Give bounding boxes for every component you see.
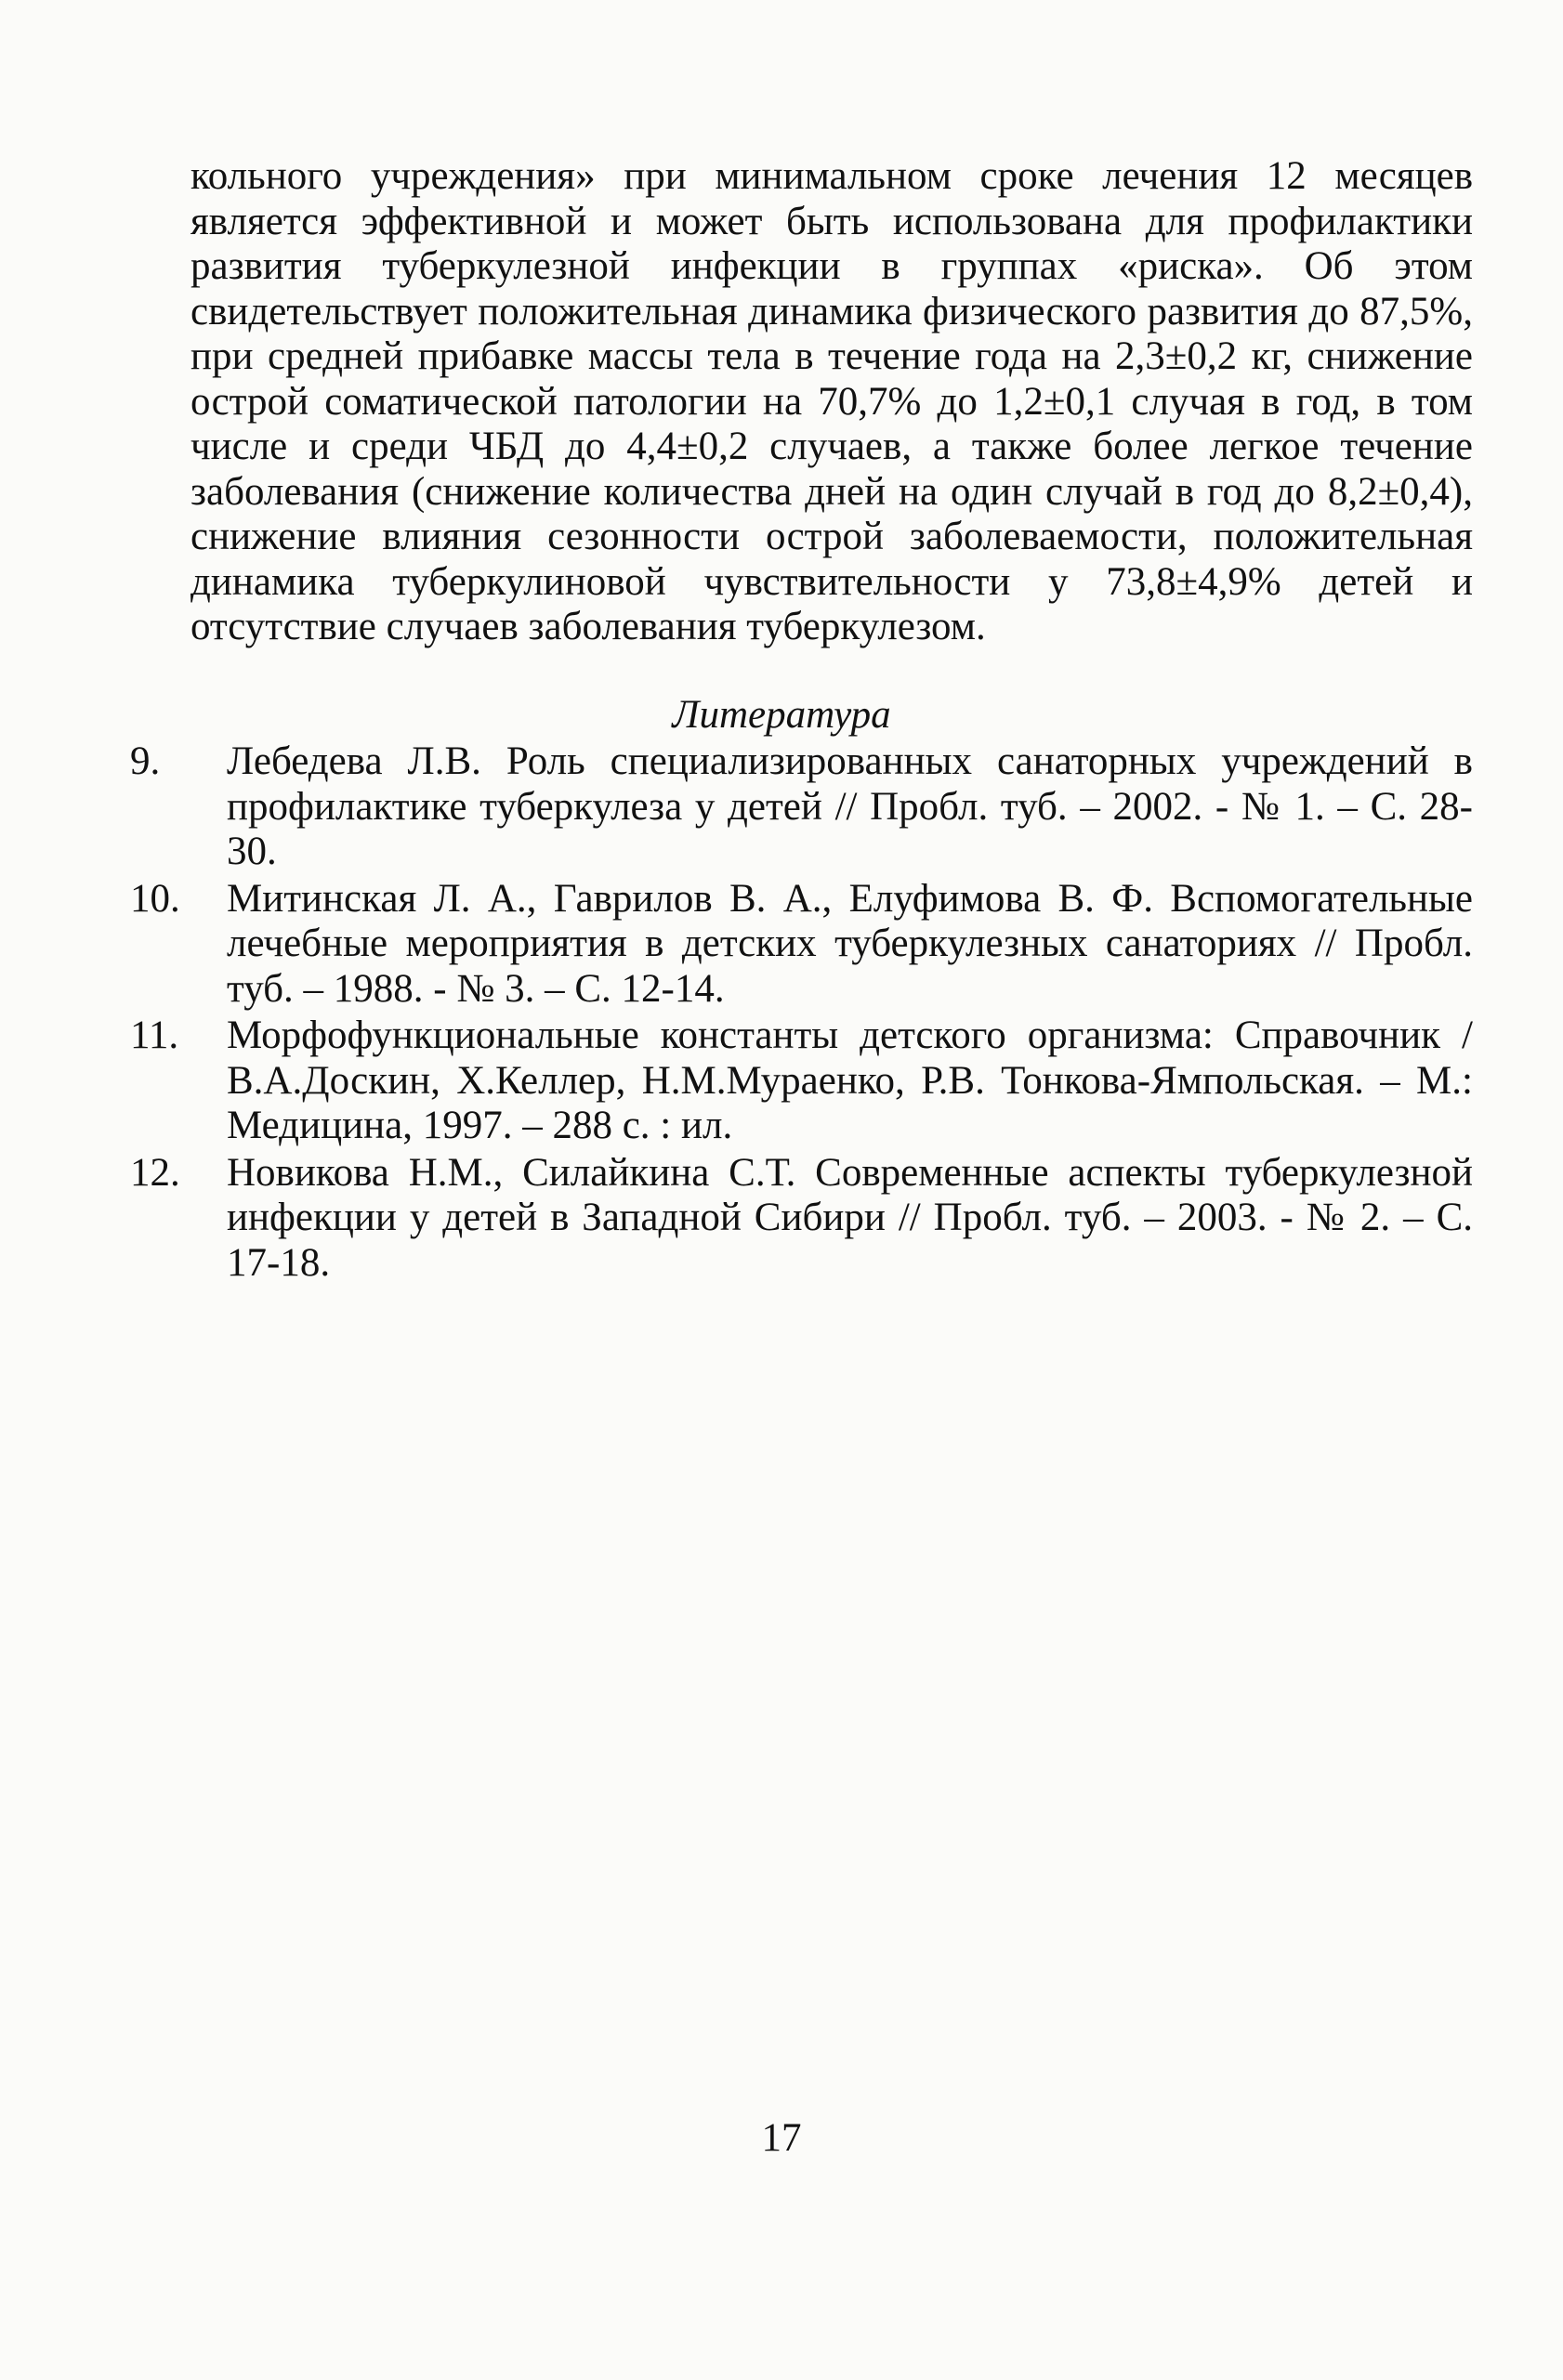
reference-text: Лебедева Л.В. Роль специализированных санаторных учреждений в профилактике туберкулеза у детей // Пробл. туб. – 2002. - № 1. – С. 28-30.: [227, 739, 1473, 873]
body-paragraph: кольного учреждения» при минимальном сроке лечения 12 месяцев является эффективной и может быть использована для профилактики развития туберкулезной инфекции в группах «риска». Об этом свидетельствует положительная динамика физического развития до 87,5%, при средней прибавке массы тела в течение года на 2,3±0,2 кг, снижение острой соматической патологии на 70,7% до 1,2±0,1 случая в год, в том числе и среди ЧБД до 4,4±0,2 случаев, а также более легкое течение заболевания (снижение количества дней на один случай в год до 8,2±0,4), снижение влияния сезонности острой заболеваемости, положительная динамика туберкулиновой чувствительности у 73,8±4,9% детей и отсутствие случаев заболевания туберкулезом.: [190, 154, 1473, 648]
page-number: 17: [761, 2116, 802, 2160]
reference-number: 11.: [130, 1013, 179, 1057]
reference-item: [130, 1013, 1473, 1149]
references-list: [130, 739, 1473, 1288]
reference-item: [130, 877, 1473, 1013]
reference-number: 12.: [130, 1150, 180, 1195]
reference-number: 10.: [130, 876, 180, 921]
references-heading: Литература: [672, 693, 891, 737]
reference-text: Митинская Л. А., Гаврилов В. А., Елуфимова В. Ф. Вспомогательные лечебные мероприятия в детских туберкулезных санаториях // Пробл. туб. – 1988. - № 3. – С. 12-14.: [227, 876, 1473, 1011]
reference-item: [130, 739, 1473, 875]
reference-text: Морфофункциональные константы детского организма: Справочник / В.А.Доскин, Х.Келлер, Н.М.Мураенко, Р.В. Тонкова-Ямпольская. – М.: Медицина, 1997. – 288 с. : ил.: [227, 1013, 1473, 1147]
reference-number: 9.: [130, 739, 161, 783]
reference-item: [130, 1151, 1473, 1287]
reference-text: Новикова Н.М., Силайкина С.Т. Современные аспекты туберкулезной инфекции у детей в Западной Сибири // Пробл. туб. – 2003. - № 2. – С. 17-18.: [227, 1150, 1473, 1285]
